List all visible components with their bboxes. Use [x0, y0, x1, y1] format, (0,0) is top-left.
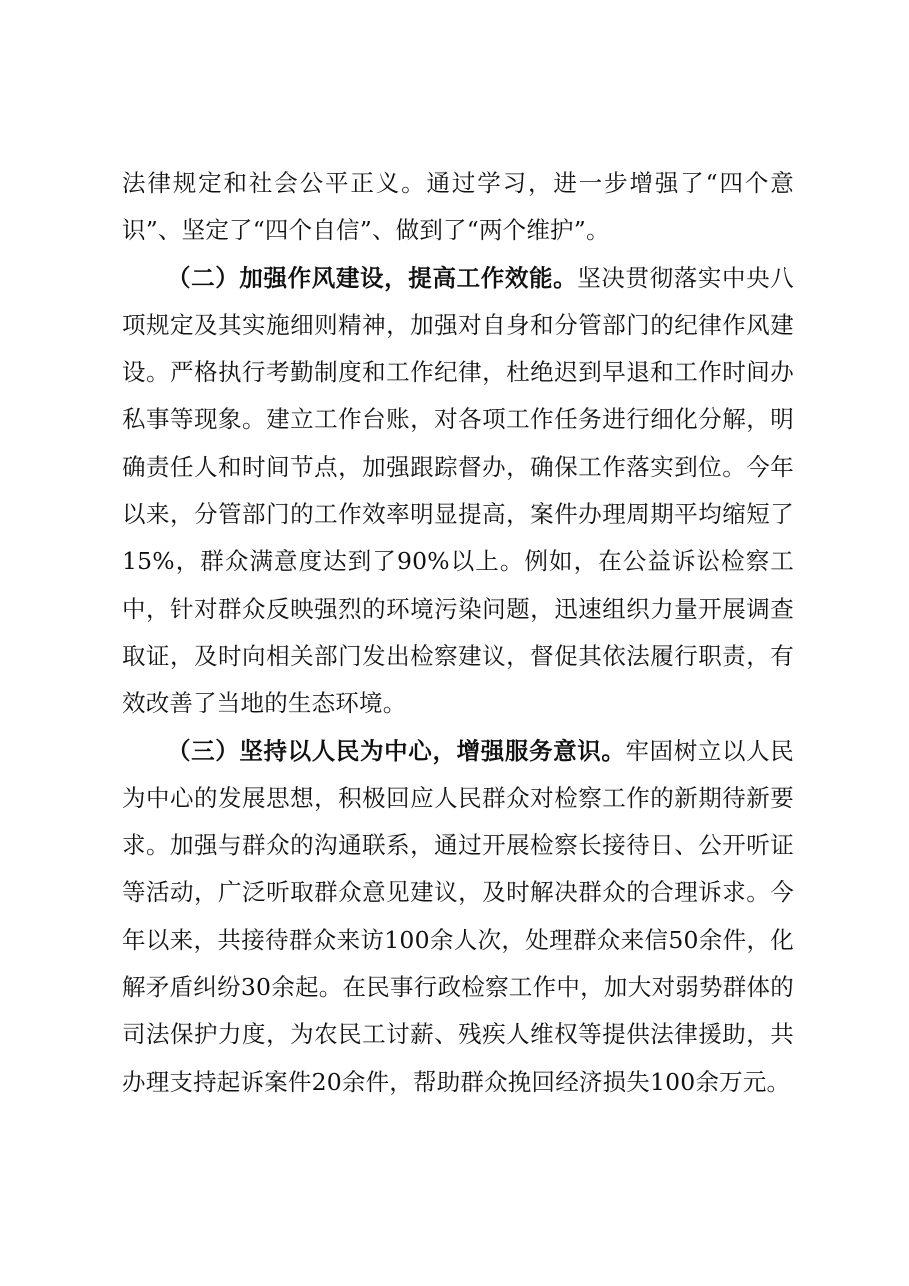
paragraph-2-line-4: 私事等现象。建立工作台账，对各项工作任务进行细化分解，明 [122, 405, 794, 434]
paragraph-3-line-3: 求。加强与群众的沟通联系，通过开展检察长接待日、公开听证 [122, 831, 794, 860]
paragraph-2-line-5: 确责任人和时间节点，加强跟踪督办，确保工作落实到位。今年 [122, 452, 794, 481]
paragraph-2-line-3: 设。严格执行考勤制度和工作纪律，杜绝迟到早退和工作时间办 [122, 358, 794, 387]
paragraph-3-line-2: 为中心的发展思想，积极回应人民群众对检察工作的新期待新要 [122, 783, 794, 812]
paragraph-3-heading: （三）坚持以人民为中心，增强服务意识。 [167, 736, 626, 765]
paragraph-2-line-7: 15%，群众满意度达到了90%以上。例如，在公益诉讼检察工 [122, 547, 794, 576]
paragraph-2-line-2: 项规定及其实施细则精神，加强对自身和分管部门的纪律作风建 [122, 310, 794, 339]
paragraph-3-line-4: 等活动，广泛听取群众意见建议，及时解决群众的合理诉求。今 [122, 878, 794, 907]
paragraph-3-line-1-text: 牢固树立以人民 [625, 736, 794, 765]
paragraph-2-line-8: 中，针对群众反映强烈的环境污染问题，迅速组织力量开展调查 [122, 594, 794, 623]
paragraph-2-line-1-text: 坚决贯彻落实中央八 [577, 263, 794, 292]
paragraph-1-line-2: 识”、坚定了“四个自信”、做到了“两个维护”。 [122, 216, 610, 245]
paragraph-1-line-1: 法律规定和社会公平正义。通过学习，进一步增强了“四个意 [122, 169, 794, 197]
paragraph-2-line-6: 以来，分管部门的工作效率明显提高，案件办理周期平均缩短了 [122, 500, 794, 529]
paragraph-3-line-1 [122, 728, 794, 775]
paragraph-3-line-5: 年以来，共接待群众来访100余人次，处理群众来信50余件，化 [122, 925, 794, 954]
paragraph-2-line-1 [122, 255, 794, 302]
paragraph-2-line-10: 效改善了当地的生态环境。 [122, 689, 407, 718]
paragraph-3-line-7: 司法保护力度，为农民工讨薪、残疾人维权等提供法律援助，共 [122, 1020, 794, 1049]
paragraph-2-line-9: 取证，及时向相关部门发出检察建议，督促其依法履行职责，有 [122, 641, 794, 670]
paragraph-3-line-6: 解矛盾纠纷30余起。在民事行政检察工作中，加大对弱势群体的 [122, 973, 794, 1002]
paragraph-3-line-8: 办理支持起诉案件20余件，帮助群众挽回经济损失100余万元。 [122, 1067, 791, 1096]
document-body [122, 160, 794, 1106]
paragraph-2-heading: （二）加强作风建设，提高工作效能。 [167, 263, 578, 292]
